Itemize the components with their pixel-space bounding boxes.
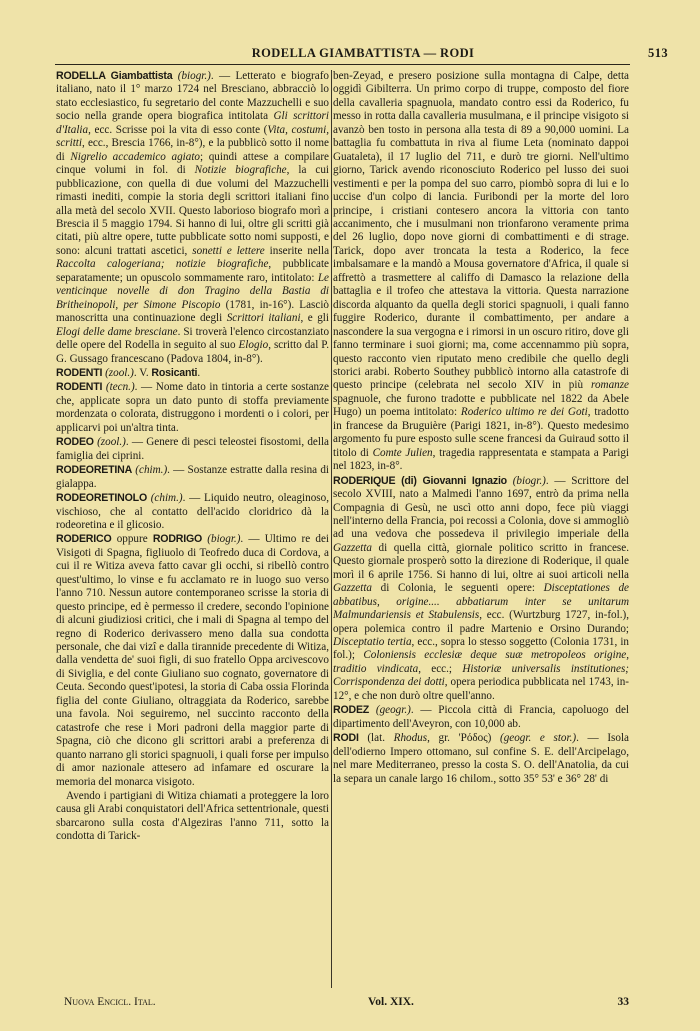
- footer-publication: Nuova Encicl. Ital.: [64, 996, 156, 1008]
- column-divider: [331, 70, 332, 988]
- footer-volume: Vol. XIX.: [368, 996, 414, 1008]
- right-column-entry: RODERIQUE (di) Giovanni Ignazio (biogr.). — Scrittore del secolo XVIII, nato a Malmedi l'anno 1697, entrò da prima nella Compagnia di Gesù, ne uscì otto anni dopo, fece più viaggi nell'interno della Francia, poi recossi a Colonia, dove si ammogliò ad una vedova che possedeva il privilegio imperiale della Gazzetta di quella città, giornale politico scritto in francese. Questo giornale prosperò sotto la direzione di Roderique, il quale morì il 6 aprile 1756. Si hanno di lui, oltre ai suoi articoli nella Gazzetta di Colonia, le seguenti opere: Disceptationes de abbatibus, origine.... abbatiarum inter se unitarum Malmundariensis et Stabulensis, ecc. (Wurtzburg 1727, in-fol.), opera polemica contro il padre Martenio e Orsino Durando; Disceptatio tertia, ecc., sopra lo stesso soggetto (Colonia 1731, in fol.); Coloniensis ecclesiæ deque suæ metropoleos origine, traditio vindicata, ecc.; Historiæ universalis institutiones; Corrispondenza dei dotti, opera periodica pubblicata nel 1743, in-12°, e che non durò oltre quell'anno.: [333, 474, 629, 702]
- header-rule: [55, 64, 630, 65]
- left-column-entry: RODELLA Giambattista (biogr.). — Letterato e biografo italiano, nato il 1° marzo 1724 nel Bresciano, abbracciò lo stato ecclesiastico, fu segretario del conte Mazzuchelli e suo socio nella grande opera biografica intitolata Gli scrittori d'Italia, ecc. Scrisse poi la vita di esso conte (Vita, costumi, scritti, ecc., Brescia 1766, in-8°), e la pubblicò sotto il nome di Nigrelio accademico agiato; quindi attese a compilare cinque volumi in fol. di Notizie biografiche, la cui pubblicazione, con quella di due volumi del Mazzuchelli rimasti inediti, compie la storia degli scrittori italiani fino alla metà del secolo XVII. Questo laborioso biografo morì a Brescia il 5 maggio 1794. Si hanno di lui, oltre gli scritti già citati, più altre opere, tutte pubblicate sotto nomi supposti, e sono: alcuni trattati ascetici, sonetti e lettere inserite nella Raccolta calogeriana; notizie biografiche, pubblicate separatamente; un opuscolo sommamente raro, intitolato: Le venticinque novelle di don Tragino della Bastia di Britheinopoli, per Simone Piscopio (1781, in-16°). Lasciò manoscritta una continuazione degli Scrittori italiani, e gli Elogi delle dame bresciane. Si troverà l'elenco circostanziato delle opere del Rodella in seguito al suo Elogio, scritto dal P. G. Gussago francescano (Padova 1804, in-8°).: [56, 70, 329, 365]
- right-column-entry: RODI (lat. Rhodus, gr. 'Ρόδος) (geogr. e stor.). — Isola dell'odierno Impero ottomano, sul confine S. E. dell'Arcipelago, nel mare Mediterraneo, presso la costa S. O. dell'Anatolia, da cui la separa un canale largo 16 chilom., sotto 35° 53' e 36° 28' di: [333, 732, 629, 785]
- left-column: [56, 70, 329, 995]
- running-head-title: RODELLA GIAMBATTISTA — RODI: [251, 46, 475, 60]
- left-column-entry: Avendo i partigiani di Witiza chiamati a proteggere la loro causa gli Arabi conquistatori dell'Africa settentrionale, questi sbarcarono sulla costa d'Algeziras l'anno 711, sotto la condotta di Tarick-: [56, 790, 329, 843]
- right-column: [333, 70, 629, 995]
- footer-signature: 33: [617, 996, 629, 1008]
- left-column-entry: RODENTI (tecn.). — Nome dato in tintoria a certe sostanze che, applicate sopra un dato punto di stoffa previamente mordenzata o colorata, distruggono i mordenti o i colori, per applicarvi poi un'altra tinta.: [56, 381, 329, 434]
- left-column-entry: RODEORETINA (chim.). — Sostanze estratte dalla resina di gialappa.: [56, 464, 329, 490]
- left-column-entry: RODEORETINOLO (chim.). — Liquido neutro, oleaginoso, vischioso, che al contatto dell'acido cloridrico dà la rodeoretina e il glicosio.: [56, 492, 329, 531]
- left-column-entry: RODERICO oppure RODRIGO (biogr.). — Ultimo re dei Visigoti di Spagna, figliuolo di Teofredo duca di Cordova, a cui il re Witiza aveva fatto cavar gli occhi, si ribellò contro quest'ultimo, lo vinse e fu acclamato re in luogo suo verso l'anno 710. Nessun autore contemporaneo scrisse la storia di questo principe, ed è permesso il credere, secondo l'opinione di alcuni giudiziosi critici, che i mali di Spagna al tempo del regno di Roderico derivassero meno dalla sua condotta personale, che dai vizî e dalla tirannide precedente di Witiza, dalla vendetta de' suoi figli, di suo fratello Oppa arcivescovo di Siviglia, e del conte Giuliano suo cognato, governatore di Ceuta. Secondo quest'ipotesi, la storia di Caba ossia Florinda figlia del conte Giuliano, oltraggiata da Roderico, sarebbe una favola. Noi seguiremo, nel succinto racconto della catastrofe che rese i Mori padroni della maggior parte di Spagna, ciò che dicono gli scrittori arabi a preferenza di quanto narrano gli storici spagnuoli, i quali forse per impulso di amor nazionale attesero ad infamare ed oscurare la memoria del monarca visigoto.: [56, 533, 329, 788]
- page-footer: [56, 996, 629, 1012]
- running-head: [58, 46, 668, 64]
- left-column-entry: RODENTI (zool.). V. Rosicanti.: [56, 366, 201, 379]
- page-number: 513: [648, 46, 668, 60]
- right-column-entry: RODEZ (geogr.). — Piccola città di Francia, capoluogo del dipartimento dell'Aveyron, con 10,000 ab.: [333, 704, 629, 730]
- left-column-entry: RODEO (zool.). — Genere di pesci teleostei fisostomi, della famiglia dei ciprini.: [56, 436, 329, 462]
- right-column-entry: ben-Zeyad, e presero posizione sulla montagna di Calpe, detta oggidì Gibilterra. Un primo corpo di truppe, composto del fiore della cavalleria spagnuola, mandato contro essi da Roderico, fu messo in rotta dalla cavalleria musulmana, e il principe visigoto si avanzò ben tosto in persona alla testa di 89 a 90,000 uomini. La battaglia fu combattuta in riva al fiume Leta (nominato dappoi Guataleta), il 17 luglio del 711, e durò tre giorni. Nell'ultimo giorno, Tarick avendo riconosciuto Roderico pel lusso dei suoi vestimenti e per la pompa del suo carro, piombò sopra di lui e lo uccise d'un colpo di lancia. Furibondi per la morte del loro principe, i cristiani contesero ancora la vittoria con tanto accanimento, che i musulmani non trionfarono veramente prima del 26 luglio, dopo nove giorni di combattimenti e di strage. Tarick, dopo aver troncata la testa a Roderico, la fece imbalsamare e la mandò a Mousa governatore d'Africa, il quale si affrettò a trasmettere al califfo di Damasco la relazione della battaglia e il trofeo che attestava la vittoria. Questa narrazione discorda alquanto da quella degli storici spagnuoli, i quali fanno fuggire Roderico, durante il combattimento, per andare a nascondere la sua vergogna e i rimorsi in un oscuro ritiro, dove gli fanno terminare i suoi giorni; ma, come accennammo più sopra, questo racconto vien riputato meno credibile che quello degli storici arabi. Roberto Southey pubblicò intorno alla catastrofe di questo principe (celebrata nel secolo XIV in più romanze spagnuole, che furono tradotte e pubblicate nel 1822 da Abele Hugo) un poema intitolato: Roderico ultimo re dei Goti, tradotto in francese da Bruguière (Parigi 1821, in-8°). Questo medesimo argomento fu pure esposto sulle scene francesi da Guiraud sotto il titolo di Comte Julien, tragedia rappresentata e stampata a Parigi nel 1823, in-8°.: [333, 70, 629, 473]
